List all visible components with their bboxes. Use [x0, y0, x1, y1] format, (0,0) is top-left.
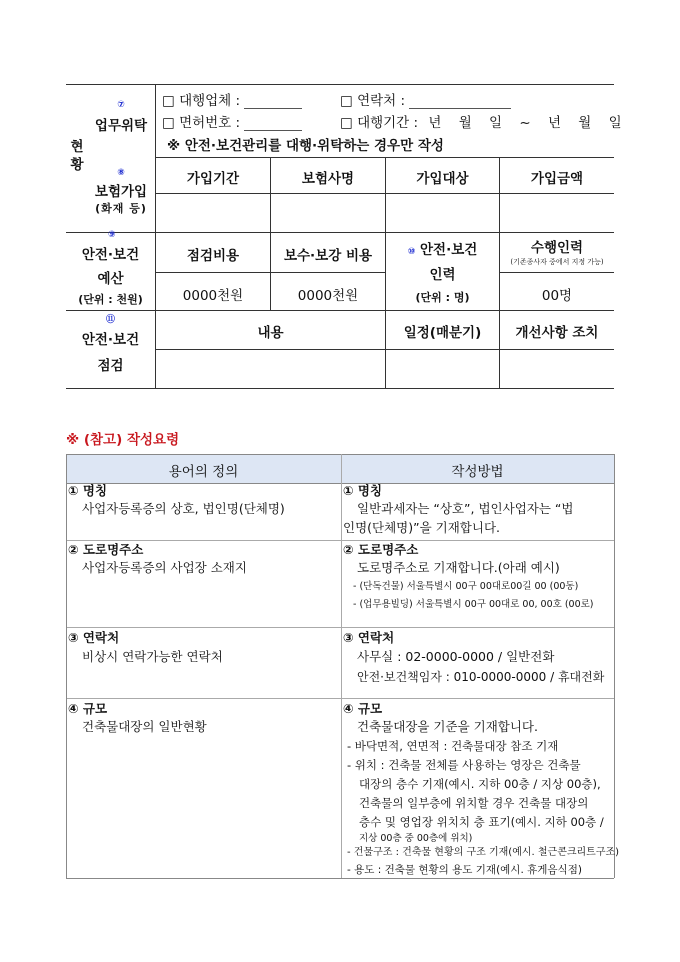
ref-left-text-1: 사업자등록증의 상호, 법인명(단체명)	[82, 501, 285, 516]
ref-right-line: 대장의 층수 기재(예시. 지하 00층 / 지상 00층),	[359, 777, 601, 791]
insurance-header-company: 보험사명	[301, 171, 355, 187]
ref-left-title-3: ③ 연락처	[68, 630, 120, 645]
entrust-note: ※ 안전·보건관리를 대행·위탁하는 경우만 작성	[167, 138, 444, 154]
agency-field[interactable]	[244, 96, 302, 109]
inspection-header-schedule: 일정(매분기)	[403, 325, 482, 341]
insurance-header-period: 가입기간	[186, 171, 240, 187]
insurance-target-cell[interactable]	[386, 194, 499, 232]
inspection-action-cell[interactable]	[500, 350, 614, 388]
entrust-contact: □ 연락처 :	[340, 89, 511, 109]
perf-staff-header: 수행인력	[530, 240, 584, 256]
perf-staff-value: 00명	[541, 288, 573, 304]
ref-right-line: 층수 및 영업장 위치치 층 표기(예시. 지하 00층 /	[359, 815, 604, 829]
checkbox-icon[interactable]: □	[340, 115, 353, 131]
insurance-period-cell[interactable]	[156, 194, 270, 232]
ref-right-line: - 위치 : 건축물 전체를 사용하는 영장은 건축물	[347, 758, 581, 772]
budget-cost-value: 0000천원	[182, 288, 244, 304]
reference-header-left: 용어의 정의	[168, 464, 239, 480]
entrust-line-1: □ 대행업체 :	[162, 89, 302, 109]
inspection-content-cell[interactable]	[156, 350, 385, 388]
reference-title: ※ (참고) 작성요령	[66, 432, 180, 448]
ref-right-line: 안전·보건책임자 : 010-0000-0000 / 휴대전화	[357, 670, 605, 684]
checkbox-icon[interactable]: □	[162, 115, 175, 131]
insurance-header-amount: 가입금액	[530, 171, 584, 187]
budget-label: ⑨ 안전·보건 예산 (단위 : 천원)	[78, 230, 143, 306]
ref-right-line: 지상 00층 중 00층에 위치)	[359, 833, 473, 844]
license-field[interactable]	[244, 118, 302, 131]
entrust-line-2: □ 면허번호 :	[162, 111, 302, 131]
ref-left-title-4: ④ 규모	[68, 701, 108, 716]
budget-cost-header: 점검비용	[186, 248, 240, 264]
insurance-amount-cell[interactable]	[500, 194, 614, 232]
ref-right-title-4: ④ 규모	[343, 701, 383, 716]
ref-left-text-2: 사업자등록증의 사업장 소재지	[82, 560, 247, 575]
ref-right-title-2: ② 도로명주소	[343, 542, 419, 557]
ref-left-text-3: 비상시 연락가능한 연락처	[82, 649, 223, 664]
section-label-status: 현 황	[70, 139, 84, 173]
entrust-period: □ 대행기간 : 년 월 일 ~ 년 월 일	[340, 115, 622, 131]
ref-right-small: - (업무용빌딩) 서울특별시 00구 00대로 00, 00호 (00로)	[353, 599, 594, 610]
perf-staff-sub: (기존종사자 중에서 지정 가능)	[510, 258, 604, 266]
ref-right-line: 일반과세자는 “상호”, 법인사업자는 “법	[357, 501, 574, 516]
ref-right-title-3: ③ 연락처	[343, 630, 395, 645]
checkbox-icon[interactable]: □	[340, 93, 353, 109]
budget-repair-header: 보수·보강 비용	[283, 248, 373, 264]
staff-label: ⑩ 안전·보건 인력 (단위 : 명)	[407, 242, 478, 304]
ref-right-line: 사무실 : 02-0000-0000 / 일반전화	[357, 649, 555, 664]
insurance-header-target: 가입대상	[416, 171, 469, 187]
ref-right-title-1: ① 명칭	[343, 483, 383, 498]
inspection-header-content: 내용	[257, 325, 284, 341]
ref-left-title-2: ② 도로명주소	[68, 542, 144, 557]
ref-right-line: - 바닥면적, 연면적 : 건축물대장 참조 기재	[347, 739, 559, 753]
ref-left-text-4: 건축물대장의 일반현황	[82, 719, 207, 734]
insurance-label: ⑧ 보험가입 (화재 등)	[94, 168, 148, 215]
budget-repair-value: 0000천원	[297, 288, 359, 304]
ref-right-line: 인명(단체명)”을 기재합니다.	[343, 520, 501, 535]
ref-right-line: 건축물의 일부층에 위치할 경우 건축물 대장의	[359, 796, 589, 810]
entrust-label: ⑦ 업무위탁	[94, 100, 148, 134]
contact-field[interactable]	[409, 96, 511, 109]
reference-header-right: 작성방법	[451, 464, 504, 480]
inspection-header-action: 개선사항 조치	[515, 325, 599, 341]
checkbox-icon[interactable]: □	[162, 93, 175, 109]
inspection-label: ⑪ 안전·보건 점검	[81, 315, 140, 374]
period-field[interactable]: 년 월 일 ~ 년 월 일	[428, 115, 622, 131]
inspection-schedule-cell[interactable]	[386, 350, 499, 388]
ref-left-title-1: ① 명칭	[68, 483, 108, 498]
ref-right-line: - 용도 : 건축물 현황의 용도 기재(예시. 휴게음식점)	[347, 864, 582, 876]
ref-right-line: 건축물대장을 기준을 기재합니다.	[357, 719, 538, 734]
insurance-company-cell[interactable]	[271, 194, 385, 232]
ref-right-small: - (단독건물) 서울특별시 00구 00대로00길 00 (00동)	[353, 581, 579, 592]
ref-right-line: - 건물구조 : 건축물 현황의 구조 기재(예시. 철근콘크리트구조)	[347, 847, 620, 858]
ref-right-line: 도로명주소로 기재합니다.(아래 예시)	[357, 560, 560, 575]
